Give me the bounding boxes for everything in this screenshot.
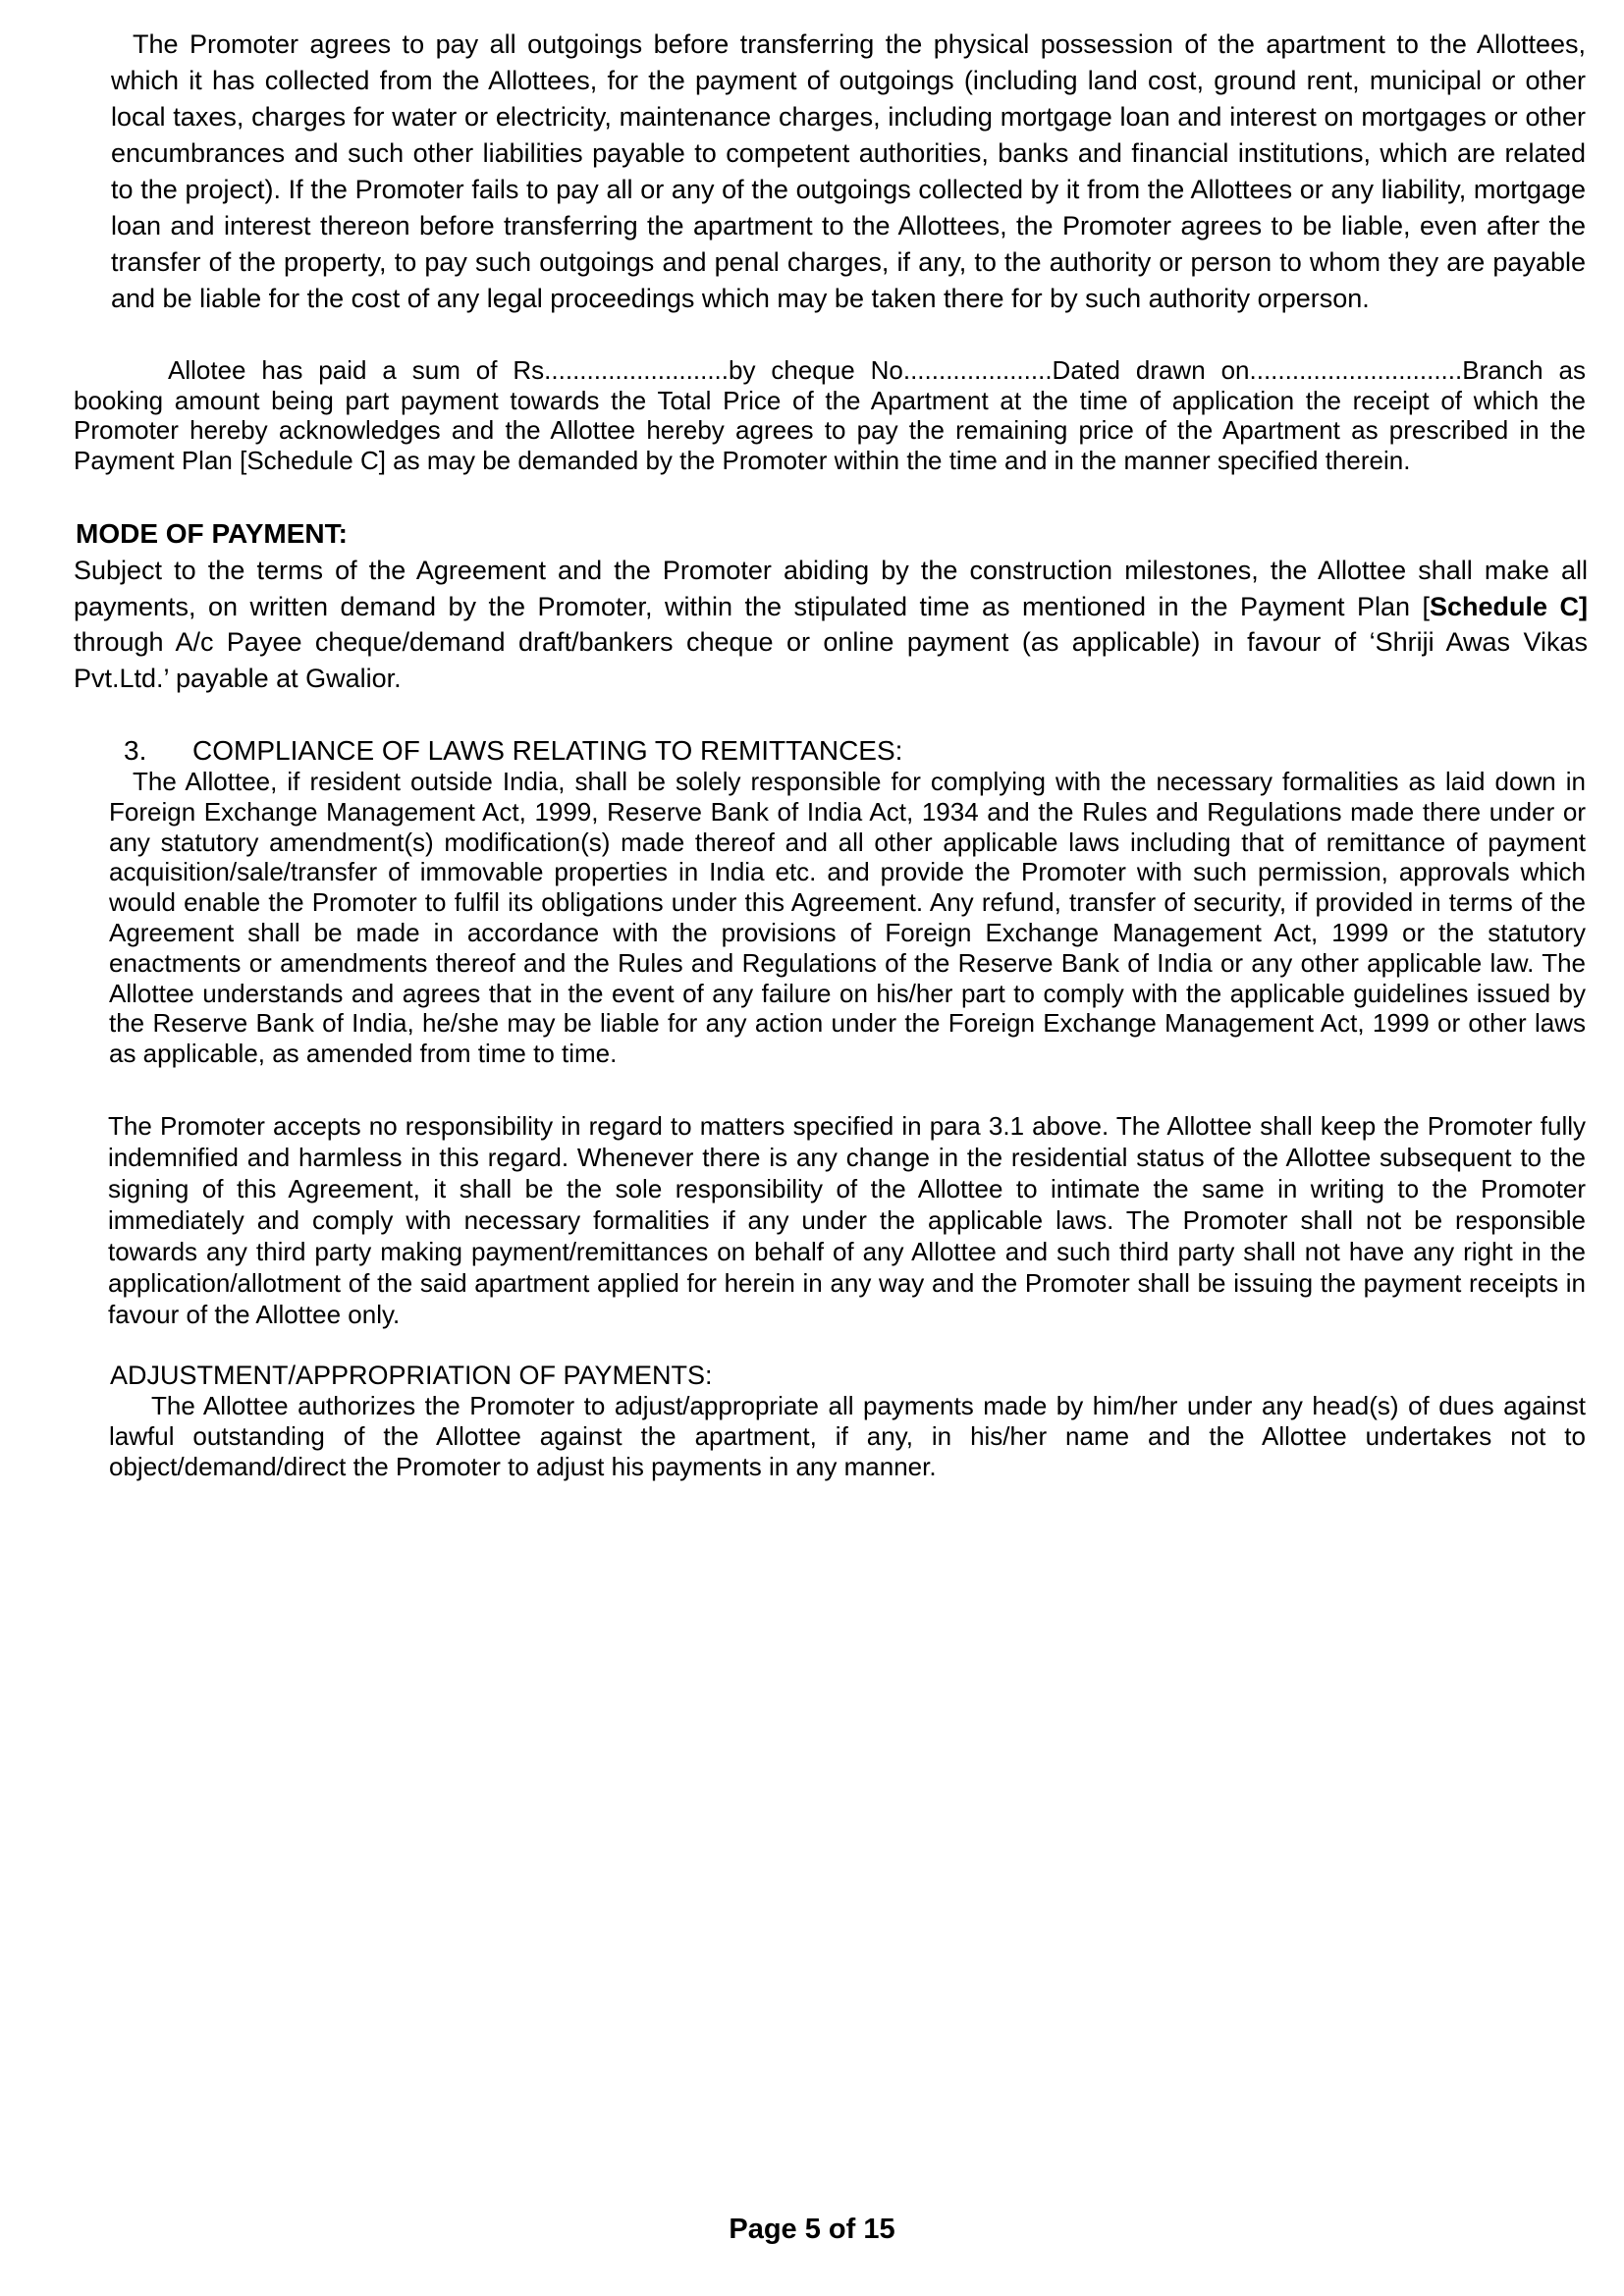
schedule-c-bold-reference: Schedule C] — [1430, 591, 1589, 621]
mode-of-payment-heading: MODE OF PAYMENT: — [76, 518, 348, 549]
para-outgoings: The Promoter agrees to pay all outgoings before transferring the physical possession of the apartment to the Allottees, which it has collected from the Allottees, for the payment of outgoings (including land cost, ground rent, municipal or other local taxes, charges for water or electricity, maintenance charges, including mortgage loan and interest on mortgages or other encumbrances and such other liabilities payable to competent authorities, banks and financial institutions, which are related to the project). If the Promoter fails to pay all or any of the outgoings collected by it from the Allottees or any liability, mortgage loan and interest thereon before transferring the apartment to the Allottees, the Promoter agrees to be liable, even after the transfer of the property, to pay such outgoings and penal charges, if any, to the authority or person to whom they are payable and be liable for the cost of any legal proceedings which may be taken there for by such authority orperson. — [111, 29, 1586, 313]
section-3-heading — [124, 734, 902, 768]
adjustment-appropriation-body: The Allottee authorizes the Promoter to adjust/appropriate all payments made by him/her under any head(s) of dues against lawful outstanding of the Allottee against the apartment, if any, in his/her name and the Allottee undertakes not to object/demand/direct the Promoter to adjust his payments in any manner. — [109, 1391, 1586, 1481]
section-3-title: COMPLIANCE OF LAWS RELATING TO REMITTANCES: — [192, 735, 903, 766]
section-3-body: The Allottee, if resident outside India, shall be solely responsible for complying with the necessary formalities as laid down in Foreign Exchange Management Act, 1999, Reserve Bank of India Act, 1934 and the Rules and Regulations made there under or any statutory amendment(s) modification(s) made thereof and all other applicable laws including that of remittance of payment acquisition/sale/transfer of immovable properties in India etc. and provide the Promoter with such permission, approvals which would enable the Promoter to fulfil its obligations under this Agreement. Any refund, transfer of security, if provided in terms of the Agreement shall be made in accordance with the provisions of Foreign Exchange Management Act, 1999 or the statutory enactments or amendments thereof and the Rules and Regulations of the Reserve Bank of India or any other applicable law. The Allottee understands and agrees that in the event of any failure on his/her part to comply with the applicable guidelines issued by the Reserve Bank of India, he/she may be liable for any action under the Foreign Exchange Management Act, 1999 or other laws as applicable, as amended from time to time. — [109, 767, 1586, 1069]
mode-of-payment-body-text: Subject to the terms of the Agreement and the Promoter abiding by the construction milestones, the Allottee shall make all payments, on written demand by the Promoter, within the stipulated time as mentioned in the Payment Plan [ — [74, 556, 1588, 621]
mode-of-payment-body — [74, 553, 1588, 696]
mode-of-payment-body-text-cont: through A/c Payee cheque/demand draft/bankers cheque or online payment (as applicable) in favour of ‘Shriji Awas Vikas Pvt.Ltd.’ payable at Gwalior. — [74, 627, 1588, 693]
para-booking-amount: Allotee has paid a sum of Rs..........................by cheque No.....................Dated drawn on..............................Branch as booking amount being part payment towards the Total Price of the Apartment at the time of application the receipt of which the Promoter hereby acknowledges and the Allottee hereby agrees to pay the remaining price of the Apartment as prescribed in the Payment Plan [Schedule C] as may be demanded by the Promoter within the time and in the manner specified therein. — [74, 355, 1586, 475]
page-number-footer: Page 5 of 15 — [729, 2214, 895, 2245]
para-promoter-responsibility: The Promoter accepts no responsibility in regard to matters specified in para 3.1 above. The Allottee shall keep the Promoter fully indemnified and harmless in this regard. Whenever there is any change in the residential status of the Allottee subsequent to the signing of this Agreement, it shall be the sole responsibility of the Allottee to intimate the same in writing to the Promoter immediately and comply with necessary formalities if any under the applicable laws. The Promoter shall not be responsible towards any third party making payment/remittances on behalf of any Allottee and such third party shall not have any right in the application/allotment of the said apartment applied for herein in any way and the Promoter shall be issuing the payment receipts in favour of the Allottee only. — [108, 1111, 1586, 1329]
section-3-number: 3. — [124, 735, 147, 766]
adjustment-appropriation-heading: ADJUSTMENT/APPROPRIATION OF PAYMENTS: — [110, 1361, 713, 1390]
